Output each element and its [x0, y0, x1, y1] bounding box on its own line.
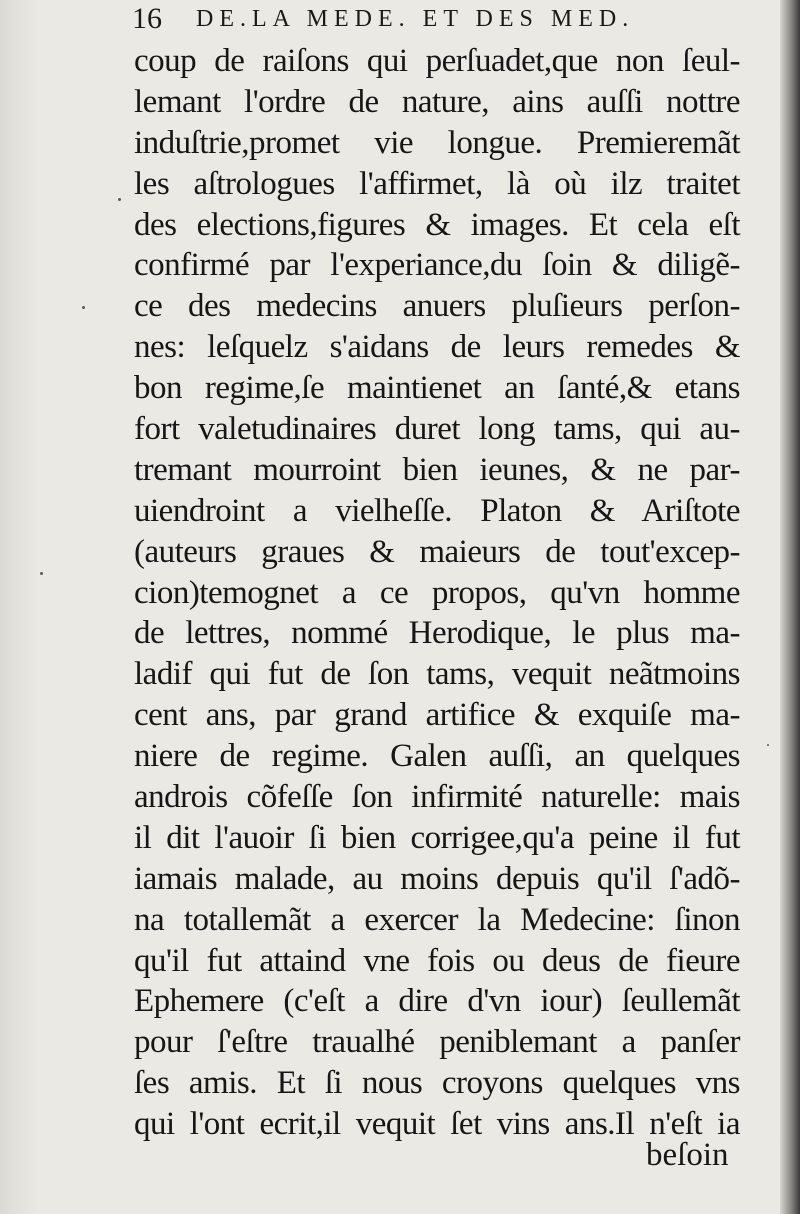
ink-speck: [767, 744, 769, 746]
text-line: les aſtrologues l'affirmet, là où ilz traitet: [134, 165, 740, 202]
text-line: ſes amis. Et ſi nous croyons quelques vns: [134, 1065, 740, 1102]
catchword: beſoin: [646, 1137, 729, 1173]
text-line: nes: leſquelz s'aidans de leurs remedes &: [134, 329, 740, 366]
ink-speck: [82, 306, 85, 309]
text-line: ladif qui fut de ſon tams, vequit neãtmoins: [134, 656, 740, 693]
text-line: ce des medecins anuers pluſieurs perſon-: [134, 288, 740, 325]
text-line: na totallemãt a exercer la Medecine: ſinon: [134, 901, 740, 938]
body-text: [134, 41, 740, 1145]
text-line: qui l'ont ecrit,il vequit ſet vins ans.Il n'eſt ia: [134, 1106, 740, 1143]
page-gutter-shadow: [0, 0, 40, 1214]
text-line: confirmé par l'experiance,du ſoin & diligẽ-: [134, 247, 740, 284]
ink-speck: [40, 572, 43, 575]
text-line: qu'il fut attaind vne fois ou deus de fieure: [134, 942, 740, 979]
text-line: il dit l'auoir ſi bien corrigee,qu'a peine il fut: [134, 819, 740, 856]
text-line: fort valetudinaires duret long tams, qui au-: [134, 411, 740, 448]
text-line: de lettres, nommé Herodique, le plus ma-: [134, 615, 740, 652]
text-line: cion)temognet a ce propos, qu'vn homme: [134, 574, 740, 611]
text-line: iamais malade, au moins depuis qu'il ſ'adõ-: [134, 860, 740, 897]
text-line: androis cõfeſſe ſon infirmité naturelle: mais: [134, 779, 740, 816]
text-line: lemant l'ordre de nature, ains auſſi nottre: [134, 83, 740, 120]
text-line: tremant mourroint bien ieunes, & ne par-: [134, 451, 740, 488]
text-line: niere de regime. Galen auſſi, an quelques: [134, 738, 740, 775]
running-title: DE.LA MEDE. ET DES MED.: [196, 6, 635, 32]
text-line: bon regime,ſe maintienet an ſanté,& etans: [134, 370, 740, 407]
text-line: (auteurs graues & maieurs de tout'excep-: [134, 533, 740, 570]
text-line: des elections,figures & images. Et cela eſt: [134, 206, 740, 243]
text-line: induſtrie,promet vie longue. Premieremãt: [134, 124, 740, 161]
text-line: coup de raiſons qui perſuadet,que non ſeul-: [134, 43, 740, 79]
page-number: 16: [132, 2, 162, 35]
page-edge-shadow: [780, 0, 800, 1214]
text-line: pour ſ'eſtre traualhé peniblemant a panſer: [134, 1024, 740, 1061]
text-line: uiendroint a vielheſſe. Platon & Ariſtote: [134, 492, 740, 529]
ink-speck: [118, 198, 121, 201]
running-head: [132, 2, 652, 36]
text-line: cent ans, par grand artifice & exquiſe ma-: [134, 697, 740, 734]
text-line: Ephemere (c'eſt a dire d'vn iour) ſeullemãt: [134, 983, 740, 1020]
